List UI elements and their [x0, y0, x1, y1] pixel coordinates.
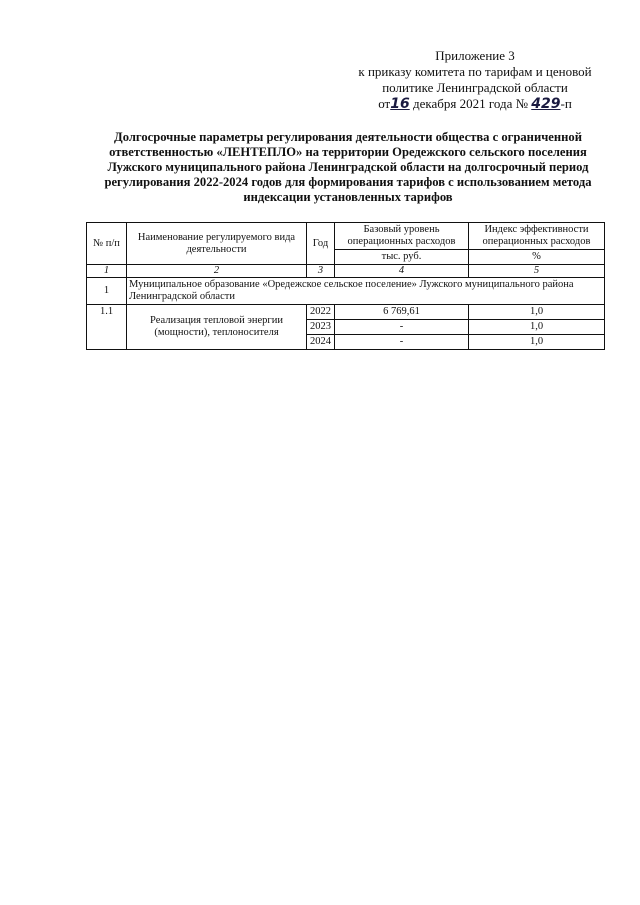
item-name: Реализация тепловой энергии (мощности), теплоносителя [127, 305, 307, 350]
column-number: 2 [127, 265, 307, 278]
document-title [84, 130, 612, 205]
unit-index: % [469, 250, 605, 265]
item-num: 1.1 [87, 305, 127, 350]
header-efficiency-index: Индекс эффективности операционных расходов [469, 223, 605, 250]
title-line-5: индексации установленных тарифов [243, 190, 453, 204]
title-line-2: ответственностью «ЛЕНТЕПЛО» на территории Оредежского сельского поселения [109, 145, 587, 159]
table-row [87, 305, 605, 320]
row-base-value: - [335, 320, 469, 335]
header-year: Год [307, 223, 335, 265]
date-prefix: от [378, 96, 391, 111]
number-suffix: -п [560, 96, 572, 111]
section-num: 1 [87, 278, 127, 305]
header-num: № п/п [87, 223, 127, 265]
row-base-value: 6 769,61 [335, 305, 469, 320]
header-row [87, 223, 605, 250]
handwritten-day: 16 [390, 96, 410, 112]
column-number-row [87, 265, 605, 278]
parameters-table [86, 222, 605, 350]
row-year: 2024 [307, 335, 335, 350]
appendix-header [330, 48, 620, 112]
row-year: 2022 [307, 305, 335, 320]
appendix-committee-line: политике Ленинградской области [382, 80, 568, 95]
header-activity: Наименование регулируемого вида деятельности [127, 223, 307, 265]
column-number: 4 [335, 265, 469, 278]
title-line-3: Лужского муниципального района Ленинградской области на долгосрочный период [107, 160, 589, 174]
header-base-level: Базовый уровень операционных расходов [335, 223, 469, 250]
column-number: 1 [87, 265, 127, 278]
appendix-order-line: к приказу комитета по тарифам и ценовой [358, 64, 592, 79]
row-index-value: 1,0 [469, 320, 605, 335]
row-base-value: - [335, 335, 469, 350]
row-year: 2023 [307, 320, 335, 335]
row-index-value: 1,0 [469, 305, 605, 320]
appendix-date-line [330, 96, 620, 112]
section-name: Муниципальное образование «Оредежское сельское поселение» Лужского муниципального района Ленинградской области [127, 278, 605, 305]
column-number: 3 [307, 265, 335, 278]
appendix-title: Приложение 3 [435, 48, 515, 63]
unit-base: тыс. руб. [335, 250, 469, 265]
handwritten-number: 429 [531, 96, 561, 112]
title-line-4: регулирования 2022-2024 годов для формирования тарифов с использованием метода [104, 175, 592, 189]
column-number: 5 [469, 265, 605, 278]
title-line-1: Долгосрочные параметры регулирования деятельности общества с ограниченной [114, 130, 582, 144]
section-row [87, 278, 605, 305]
date-middle: декабря 2021 года № [412, 96, 528, 111]
row-index-value: 1,0 [469, 335, 605, 350]
